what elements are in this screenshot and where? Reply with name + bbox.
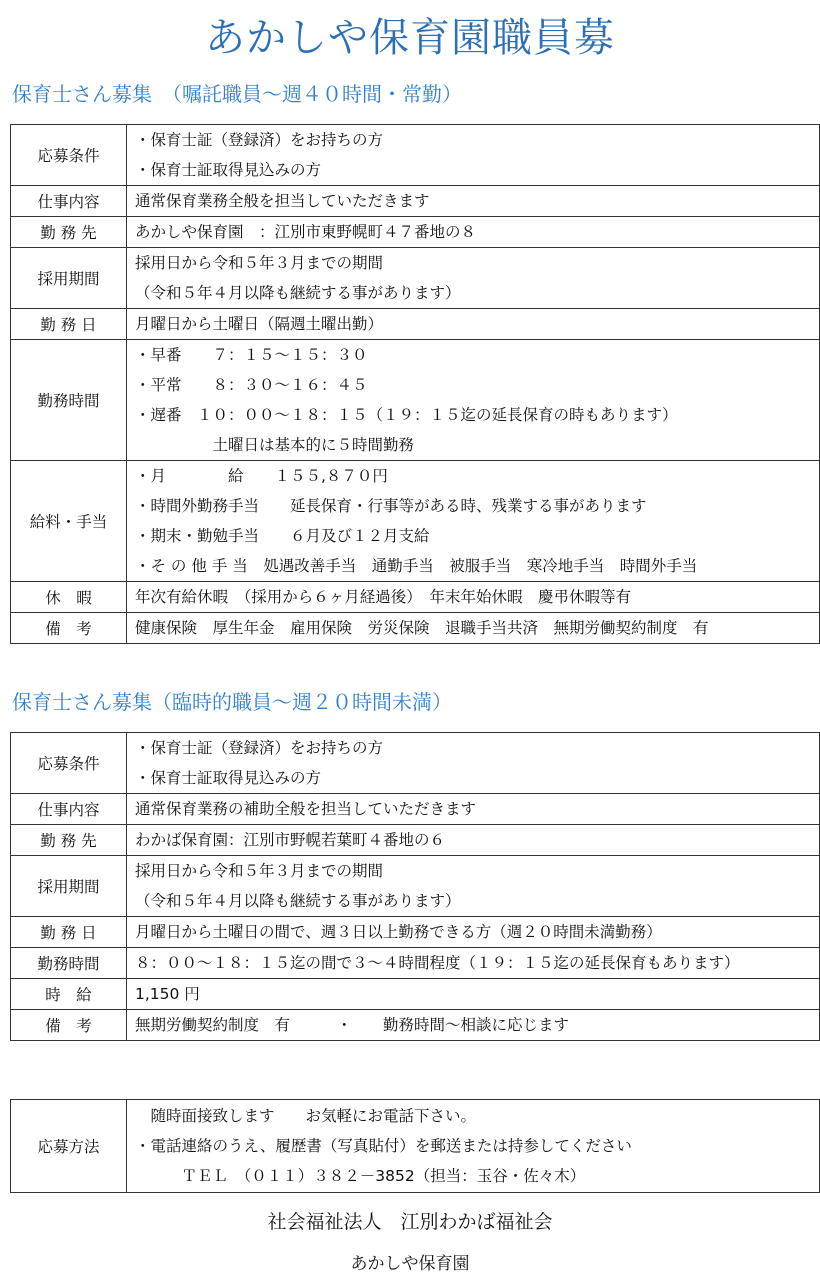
table-row	[11, 733, 820, 794]
row-line: ・時間外勤務手当 延長保育・行事等がある時、残業する事があります	[135, 497, 647, 515]
row-value	[127, 794, 820, 825]
application-line: ・電話連絡のうえ、履歴書（写真貼付）を郵送または持参してください	[135, 1137, 632, 1155]
row-line: ・平常 ８：３０～１６：４５	[135, 376, 368, 394]
row-label: 備 考	[11, 613, 127, 644]
row-value	[127, 613, 820, 644]
row-line: 年次有給休暇 （採用から６ヶ月経過後） 年末年始休暇 慶弔休暇等有	[135, 588, 632, 606]
table-row	[11, 825, 820, 856]
application-line: ＴＥＬ （０１１）３８２－3852（担当：玉谷・佐々木）	[135, 1167, 586, 1185]
row-label: 備 考	[11, 1010, 127, 1041]
application-value	[127, 1100, 820, 1193]
row-label: 勤務時間	[11, 340, 127, 461]
footer-name: あかしや保育園	[350, 1254, 470, 1274]
table-row	[11, 917, 820, 948]
row-line: ・そ の 他 手 当 処遇改善手当 通勤手当 被服手当 寒冷地手当 時間外手当	[135, 557, 698, 575]
row-line: ・保育士証取得見込みの方	[135, 769, 322, 787]
table-row	[11, 948, 820, 979]
table-row	[11, 856, 820, 917]
table-row	[11, 248, 820, 309]
row-value	[127, 582, 820, 613]
application-table	[10, 1099, 820, 1193]
row-line: 月曜日から土曜日（隔週土曜出勤）	[135, 315, 384, 333]
row-line: 採用日から令和５年３月までの期間	[135, 254, 384, 272]
row-value	[127, 979, 820, 1010]
row-value	[127, 186, 820, 217]
row-value	[127, 825, 820, 856]
row-line: わかば保育園：江別市野幌若葉町４番地の６	[135, 831, 446, 849]
footer-org: 社会福祉法人 江別わかば福祉会	[267, 1211, 553, 1233]
row-label: 勤務時間	[11, 948, 127, 979]
row-line: 土曜日は基本的に５時間勤務	[135, 436, 415, 454]
application-line: 随時面接致します お気軽にお電話下さい。	[135, 1107, 477, 1125]
table-row	[11, 582, 820, 613]
row-line: 月曜日から土曜日の間で、週３日以上勤務できる方（週２０時間未満勤務）	[135, 923, 662, 941]
table-row	[11, 186, 820, 217]
row-value	[127, 309, 820, 340]
application-label: 応募方法	[11, 1100, 127, 1193]
row-line: 無期労働契約制度 有 ・ 勤務時間～相談に応じます	[135, 1016, 570, 1034]
section1-heading: 保育士さん募集 （嘱託職員～週４０時間・常勤）	[12, 82, 462, 106]
section2-table	[10, 732, 820, 1041]
row-label: 仕事内容	[11, 186, 127, 217]
row-value	[127, 1010, 820, 1041]
row-label: 採用期間	[11, 856, 127, 917]
table-row	[11, 1010, 820, 1041]
row-value	[127, 917, 820, 948]
row-label: 応募条件	[11, 125, 127, 186]
row-line: ・保育士証（登録済）をお持ちの方	[135, 131, 384, 149]
row-line: あかしや保育園 ：江別市東野幌町４７番地の８	[135, 223, 477, 241]
row-line: ・保育士証取得見込みの方	[135, 161, 322, 179]
row-line: ８：００～１８：１５迄の間で３～４時間程度（１９：１５迄の延長保育もあります）	[135, 954, 740, 972]
page-title: あかしや保育園職員募	[205, 15, 615, 61]
row-label: 勤 務 日	[11, 917, 127, 948]
table-row	[11, 217, 820, 248]
table-row	[11, 125, 820, 186]
section2-heading: 保育士さん募集（臨時的職員～週２０時間未満）	[12, 690, 452, 714]
row-line: 健康保険 厚生年金 雇用保険 労災保険 退職手当共済 無期労働契約制度 有	[135, 619, 709, 637]
row-label: 休 暇	[11, 582, 127, 613]
row-value	[127, 125, 820, 186]
row-label: 勤 務 先	[11, 217, 127, 248]
row-line: （令和５年４月以降も継続する事があります）	[135, 892, 461, 910]
row-label: 採用期間	[11, 248, 127, 309]
row-line: 採用日から令和５年３月までの期間	[135, 862, 384, 880]
row-label: 勤 務 日	[11, 309, 127, 340]
row-line: ・遅番 １０：００～１８：１５（１９：１５迄の延長保育の時もあります）	[135, 406, 678, 424]
section1-table	[10, 124, 820, 644]
row-line: 1,150 円	[135, 985, 200, 1003]
table-row	[11, 309, 820, 340]
row-value	[127, 733, 820, 794]
table-row	[11, 461, 820, 582]
row-line: ・月 給 １５５,８７０円	[135, 467, 388, 485]
application-row	[11, 1100, 820, 1193]
row-label: 勤 務 先	[11, 825, 127, 856]
row-label: 給料・手当	[11, 461, 127, 582]
row-line: 通常保育業務全般を担当していただきます	[135, 192, 430, 210]
row-line: ・早番 ７：１５～１５：３０	[135, 346, 368, 364]
row-value	[127, 340, 820, 461]
row-label: 時 給	[11, 979, 127, 1010]
row-value	[127, 217, 820, 248]
row-line: （令和５年４月以降も継続する事があります）	[135, 284, 461, 302]
row-value	[127, 948, 820, 979]
table-row	[11, 613, 820, 644]
row-line: ・期末・勤勉手当 ６月及び１２月支給	[135, 527, 430, 545]
row-label: 応募条件	[11, 733, 127, 794]
row-line: ・保育士証（登録済）をお持ちの方	[135, 739, 384, 757]
row-value	[127, 856, 820, 917]
row-line: 通常保育業務の補助全般を担当していただきます	[135, 800, 477, 818]
table-row	[11, 794, 820, 825]
table-row	[11, 340, 820, 461]
row-label: 仕事内容	[11, 794, 127, 825]
row-value	[127, 248, 820, 309]
table-row	[11, 979, 820, 1010]
row-value	[127, 461, 820, 582]
